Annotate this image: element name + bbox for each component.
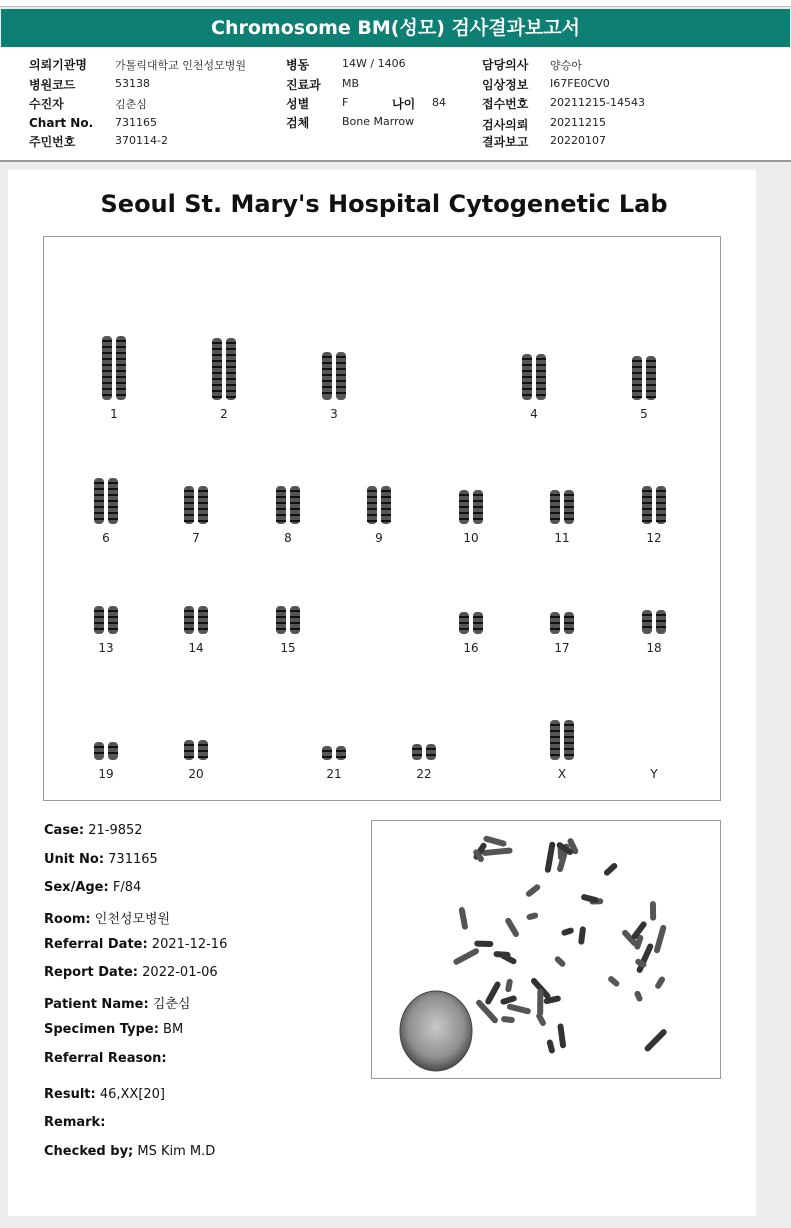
- info-value-department: MB: [342, 77, 360, 90]
- detail-value: MS Kim M.D: [133, 1144, 216, 1159]
- interphase-nucleus: [400, 991, 472, 1071]
- chromosome-label: Y: [650, 767, 658, 781]
- metaphase-chromosome: [493, 951, 510, 958]
- metaphase-chromosome: [653, 924, 667, 954]
- detail-row: [44, 880, 141, 895]
- chromosome-label: 15: [280, 641, 296, 655]
- detail-label: Report Date:: [44, 965, 139, 980]
- detail-label: Sex/Age:: [44, 880, 109, 895]
- report-title-bar: [1, 9, 790, 47]
- info-label-age: 나이: [392, 97, 416, 111]
- info-label-result-date: 결과보고: [482, 135, 529, 149]
- metaphase-chromosome: [501, 1016, 515, 1024]
- info-label-department: 진료과: [286, 78, 321, 92]
- detail-value: 731165: [104, 852, 158, 867]
- detail-row: [44, 1022, 183, 1037]
- info-label-ward: 병동: [286, 58, 310, 72]
- chromosome-label: 12: [646, 531, 662, 545]
- karyogram-panel: [43, 236, 721, 801]
- info-label-resident-no: 주민번호: [29, 135, 76, 149]
- chromosome-pair-graphic: [314, 745, 354, 761]
- chromosome-label: 1: [110, 407, 118, 421]
- metaphase-chromosome: [537, 989, 543, 1016]
- detail-value: 인천성모병원: [90, 912, 171, 927]
- detail-label: Referral Date:: [44, 937, 148, 952]
- detail-label: Patient Name:: [44, 997, 149, 1012]
- report-title: Chromosome BM(성모) 검사결과보고서: [211, 17, 580, 39]
- metaphase-chromosome: [458, 907, 468, 931]
- chromosome-pair-graphic: [176, 605, 216, 635]
- info-value-specimen: Bone Marrow: [342, 115, 415, 128]
- chromosome-pair-graphic: [634, 609, 674, 635]
- metaphase-chromosome: [526, 912, 539, 921]
- info-value-chart-no: 731165: [115, 116, 157, 129]
- lab-title: Seoul St. Mary's Hospital Cytogenetic Lab: [100, 190, 668, 218]
- chromosome-pair-graphic: [176, 485, 216, 525]
- chromosome-pair-graphic: [451, 489, 491, 525]
- chromosome-label: 21: [326, 767, 342, 781]
- detail-label: Checked by;: [44, 1144, 134, 1159]
- detail-label: Specimen Type:: [44, 1022, 159, 1037]
- metaphase-chromosome: [603, 862, 619, 877]
- info-value-clinical-info: I67FE0CV0: [550, 77, 610, 90]
- metaphase-spread-graphic: [372, 821, 720, 1078]
- metaphase-chromosome: [634, 990, 644, 1003]
- info-value-hospital-code: 53138: [115, 77, 150, 90]
- detail-row: [44, 937, 227, 952]
- detail-row: [44, 823, 143, 838]
- chromosome-label: 4: [530, 407, 538, 421]
- info-label-doctor: 담당의사: [482, 58, 529, 72]
- metaphase-chromosome: [546, 1039, 555, 1054]
- chromosome-label: 10: [463, 531, 479, 545]
- chromosome-label: 19: [98, 767, 114, 781]
- chromosome-label: 2: [220, 407, 228, 421]
- detail-row: [44, 1115, 105, 1130]
- chromosome-pair-graphic: [542, 611, 582, 635]
- chromosome-pair-graphic: [404, 743, 444, 761]
- detail-value: F/84: [108, 880, 142, 895]
- chromosome-label: 7: [192, 531, 200, 545]
- metaphase-chromosome: [654, 975, 666, 990]
- detail-label: Remark:: [44, 1115, 106, 1130]
- detail-label: Unit No:: [44, 852, 105, 867]
- patient-info-panel: [0, 48, 791, 162]
- detail-value: 21-9852: [84, 823, 143, 838]
- info-value-resident-no: 370114-2: [115, 134, 168, 147]
- info-value-receipt-no: 20211215-14543: [550, 96, 645, 109]
- chromosome-pair-graphic: [314, 351, 354, 401]
- chromosome-label: 8: [284, 531, 292, 545]
- chromosome-label: X: [557, 767, 567, 781]
- chromosome-pair-graphic: [268, 485, 308, 525]
- info-value-institution: 가톨릭대학교 인천성모병원: [115, 59, 247, 72]
- chromosome-pair-graphic: [542, 489, 582, 525]
- metaphase-chromosome: [504, 917, 520, 938]
- info-value-patient: 김춘심: [115, 98, 147, 111]
- detail-row: [44, 1087, 165, 1102]
- chromosome-pair-graphic: [451, 611, 491, 635]
- chromosome-label: 6: [102, 531, 110, 545]
- chromosome-pair-graphic: [514, 353, 554, 401]
- detail-row: [44, 965, 218, 980]
- detail-row: [44, 852, 158, 867]
- chromosome-label: 13: [98, 641, 114, 655]
- metaphase-chromosome: [578, 926, 586, 945]
- info-value-age: 84: [432, 96, 446, 109]
- detail-label: Referral Reason:: [44, 1051, 167, 1066]
- info-label-receipt-no: 접수번호: [482, 97, 529, 111]
- chromosome-label: 17: [554, 641, 570, 655]
- chromosome-label: 11: [554, 531, 570, 545]
- info-label-patient: 수진자: [29, 97, 64, 111]
- metaphase-chromosome: [607, 975, 621, 988]
- metaphase-image: [371, 820, 721, 1079]
- info-label-chart-no: Chart No.: [29, 116, 94, 130]
- detail-row: [44, 993, 190, 1012]
- detail-value: BM: [158, 1022, 184, 1037]
- chromosome-pair-graphic: [86, 477, 126, 525]
- metaphase-chromosome: [506, 1003, 531, 1015]
- info-value-doctor: 양승아: [550, 59, 582, 72]
- chromosome-pair-graphic: [204, 337, 244, 401]
- chromosome-label: 20: [188, 767, 204, 781]
- info-value-result-date: 20220107: [550, 134, 606, 147]
- metaphase-chromosome: [484, 980, 501, 1005]
- metaphase-chromosome: [650, 901, 656, 921]
- chromosome-pair-graphic: [86, 741, 126, 761]
- chromosome-pair-graphic: [634, 485, 674, 525]
- chromosome-label: 14: [188, 641, 204, 655]
- chromosome-label: 22: [416, 767, 432, 781]
- chromosome-label: 18: [646, 641, 662, 655]
- metaphase-chromosome: [505, 978, 513, 992]
- metaphase-chromosome: [535, 1012, 547, 1027]
- chromosome-label: 9: [375, 531, 383, 545]
- detail-row: [44, 908, 170, 927]
- info-label-request-date: 검사의뢰: [482, 118, 529, 132]
- chromosome-pair-graphic: [268, 605, 308, 635]
- metaphase-chromosome: [452, 947, 480, 966]
- detail-label: Case:: [44, 823, 85, 838]
- top-border: [0, 0, 791, 7]
- chromosome-pair-graphic: [542, 719, 582, 761]
- info-label-hospital-code: 병원코드: [29, 78, 76, 92]
- metaphase-chromosome: [482, 847, 513, 856]
- detail-value: 46,XX[20]: [95, 1087, 166, 1102]
- detail-label: Result:: [44, 1087, 96, 1102]
- info-value-ward: 14W / 1406: [342, 57, 406, 70]
- metaphase-chromosome: [525, 883, 542, 898]
- metaphase-chromosome: [544, 841, 555, 873]
- metaphase-chromosome: [474, 941, 493, 948]
- chromosome-pair-graphic: [176, 739, 216, 761]
- info-value-request-date: 20211215: [550, 116, 606, 129]
- metaphase-chromosome: [557, 1023, 566, 1048]
- chromosome-pair-graphic: [94, 335, 134, 401]
- info-label-sex: 성별: [286, 97, 310, 111]
- detail-label: Room:: [44, 912, 91, 927]
- metaphase-chromosome: [553, 955, 566, 968]
- chromosome-pair-graphic: [359, 485, 399, 525]
- info-value-sex: F: [342, 96, 349, 109]
- detail-value: 김춘심: [148, 997, 191, 1012]
- info-label-institution: 의뢰기관명: [29, 58, 87, 72]
- detail-value: 2022-01-06: [138, 965, 218, 980]
- metaphase-chromosome: [561, 927, 575, 937]
- detail-row: [44, 1051, 167, 1066]
- info-label-clinical-info: 임상정보: [482, 78, 529, 92]
- detail-row: [44, 1144, 215, 1159]
- metaphase-chromosome: [643, 1028, 668, 1053]
- chromosome-label: 16: [463, 641, 479, 655]
- chromosome-pair-graphic: [624, 355, 664, 401]
- chromosome-pair-graphic: [86, 605, 126, 635]
- detail-value: 2021-12-16: [147, 937, 228, 952]
- metaphase-chromosome: [500, 995, 518, 1006]
- chromosome-label: 5: [640, 407, 648, 421]
- info-label-specimen: 검체: [286, 116, 310, 130]
- chromosome-label: 3: [330, 407, 338, 421]
